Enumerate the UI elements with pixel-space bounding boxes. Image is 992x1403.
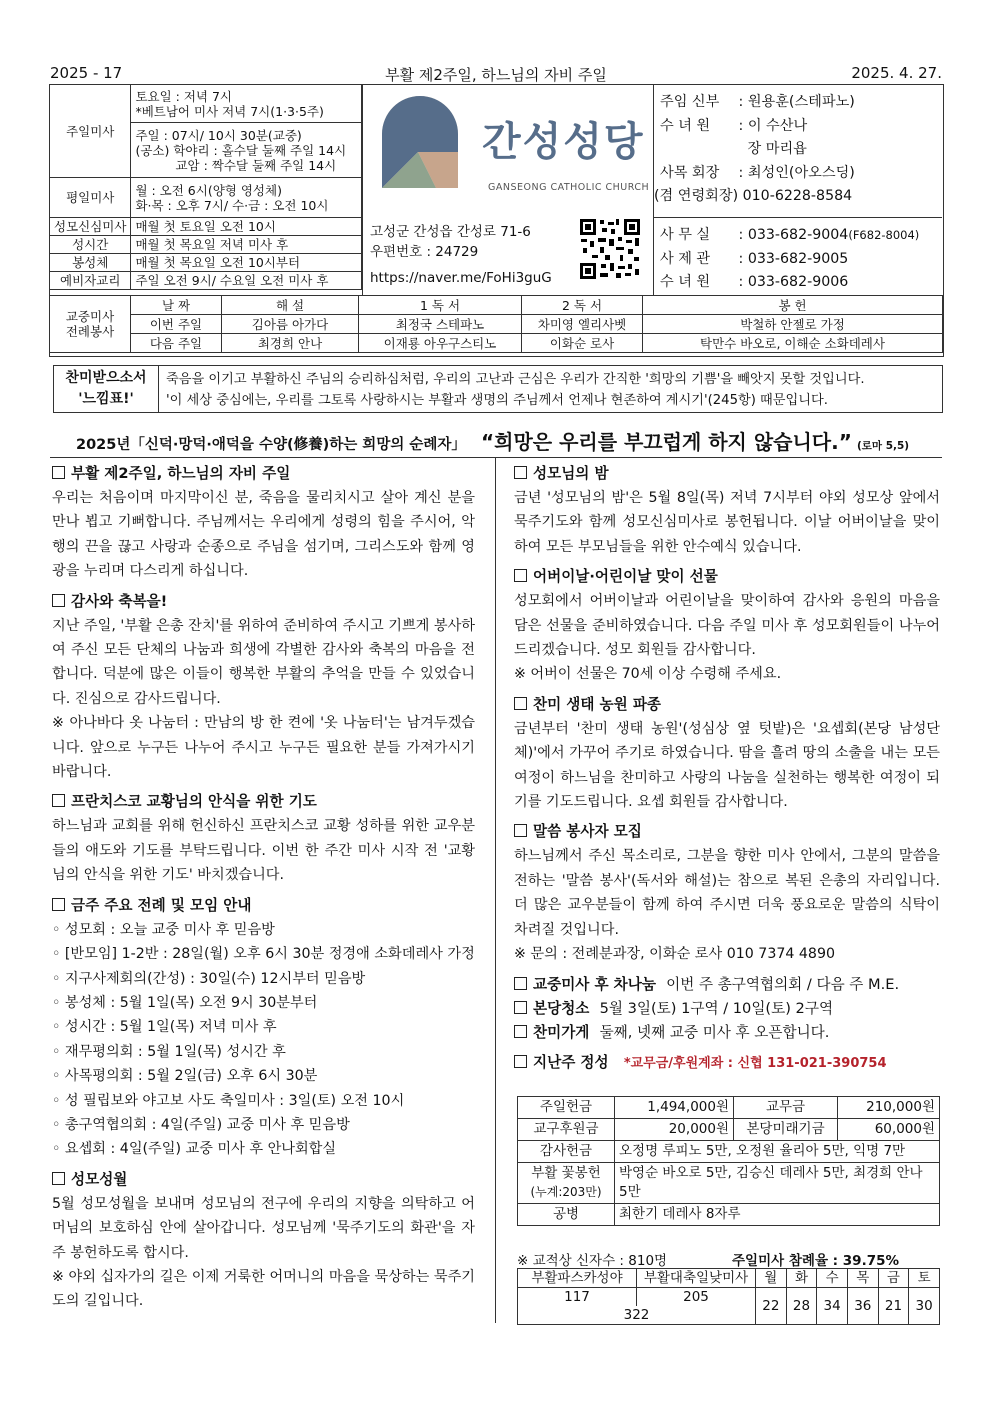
checkbox-icon bbox=[514, 697, 527, 710]
offering-value: 최한기 데레사 8자루 bbox=[615, 1204, 940, 1226]
offering-value: 1,494,000원 bbox=[615, 1097, 734, 1119]
left-column bbox=[52, 462, 475, 1314]
schedule-row-label: 성모신심미사 bbox=[50, 218, 131, 236]
table-cell: 최정국 스테파노 bbox=[359, 315, 522, 334]
church-logo-mark bbox=[378, 92, 462, 188]
jubilee-ref: (로마 5,5) bbox=[856, 440, 910, 452]
offering-label: 교무금 bbox=[734, 1097, 838, 1119]
checkbox-icon bbox=[52, 794, 65, 807]
schedule-row-label: 성시간 bbox=[50, 236, 131, 254]
checkbox-icon bbox=[514, 1055, 527, 1068]
day-header: 수 bbox=[817, 1269, 848, 1288]
table-cell: 김아름 아가다 bbox=[222, 315, 359, 334]
day-count: 30 bbox=[909, 1288, 940, 1325]
attendance-rate: 주일미사 참례율 : 39.75% bbox=[732, 1253, 900, 1269]
praise-label: 찬미받으소서 bbox=[65, 370, 147, 386]
section-inline-text: 5월 3일(토) 1구역 / 10일(토) 2구역 bbox=[599, 999, 834, 1017]
issue-date: 2025. 4. 27. bbox=[851, 64, 942, 82]
praise-text: 죽음을 이기고 부활하신 주님의 승리하심처럼, 우리의 고난과 근심은 우리가 간직한 '희망의 기쁨'을 빼앗지 못할 것입니다. bbox=[166, 372, 865, 387]
checkbox-icon bbox=[52, 1172, 65, 1185]
sunday-mass-label: 주일미사 bbox=[50, 85, 131, 178]
theme-banner bbox=[50, 426, 942, 454]
checkbox-icon bbox=[514, 569, 527, 582]
column-header: 1 독 서 bbox=[359, 296, 522, 315]
staff-name: 원용훈(스테파노) bbox=[747, 94, 855, 110]
schedule-row-value: 매월 첫 토요일 오전 10시 bbox=[131, 218, 362, 236]
section-body: 5월 성모성월을 보내며 성모님의 전구에 우리의 지향을 의탁하고 어머님의 보호하심 안에 살아갑니다. 성모님께 '묵주기도의 화관'을 자주 봉헌하도록 합시다. bbox=[52, 1195, 475, 1261]
table-cell: 차미영 엘리사벳 bbox=[522, 315, 643, 334]
section-title: 찬미 생태 농원 파종 bbox=[533, 695, 662, 713]
weekday-monday: 월 : 오전 6시(양형 영성체) bbox=[135, 182, 282, 198]
checkbox-icon bbox=[514, 977, 527, 990]
schedule-row-value: 매월 첫 목요일 오전 10시부터 bbox=[131, 254, 362, 272]
staff-role: (겸 연령회장) bbox=[654, 188, 739, 204]
believers-count: ※ 교적상 신자수 : 810명 bbox=[517, 1253, 668, 1269]
day-header: 토 bbox=[909, 1269, 940, 1288]
section-note: ※ 문의 : 전례분과장, 이화순 로사 010 7374 4890 bbox=[514, 946, 836, 963]
day-count: 36 bbox=[847, 1288, 878, 1325]
column-header: 2 독 서 bbox=[522, 296, 643, 315]
saturday-mass: 토요일 : 저녁 7시 bbox=[135, 88, 232, 104]
schedule-row-value: 주일 오전 9시/ 수요일 오전 미사 후 bbox=[131, 272, 362, 290]
day-header: 금 bbox=[878, 1269, 909, 1288]
postal-code: 우편번호 : 24729 bbox=[370, 244, 479, 260]
church-logo-subtitle: GANSEONG CATHOLIC CHURCH bbox=[488, 182, 650, 193]
section-body: 금년부터 '찬미 생태 농원'(성심상 옆 텃밭)은 '요셉회(본당 남성단체)'에서 가꾸어 주기로 하였습니다. 땀을 흘려 땅의 소출을 내는 모든 여정이 하느님을 찬미하고 사랑의 나눔을 실천하는 행복한 여정이 되기를 기도드립니다. 요셉 회원들 감사합니다. bbox=[514, 720, 940, 811]
table-cell: 이번 주일 bbox=[131, 315, 222, 334]
offering-value: 60,000원 bbox=[838, 1119, 940, 1141]
attendance-header: 부활파스카성야 bbox=[518, 1269, 637, 1288]
section-body: 금년 '성모님의 밤'은 5월 8일(목) 저녁 7시부터 야외 성모상 앞에서 묵주기도와 함께 성모신심미사로 봉헌됩니다. 이날 어버이날을 맞이하여 모든 부모님들을 위한 안수예식 있습니다. bbox=[514, 490, 940, 555]
checkbox-icon bbox=[514, 1025, 527, 1038]
attendance-table bbox=[517, 1268, 940, 1325]
table-cell: 이화순 로사 bbox=[522, 334, 643, 353]
vietnamese-mass: *베트남어 미사 저녁 7시(1·3·5주) bbox=[135, 103, 324, 119]
mission-gyoam: 교암 : 짝수달 둘째 주일 14시 bbox=[175, 157, 337, 173]
column-header: 봉 헌 bbox=[643, 296, 943, 315]
list-item: ◦ 성모회 : 오늘 교중 미사 후 믿음방 bbox=[52, 921, 275, 938]
divider bbox=[653, 217, 942, 218]
staff-list: 주임 신부 : 원용훈(스테파노) 수 녀 원 : 이 수산나 장 마리욥 사목 회장 : 최성인(아오스딩) (겸 연령회장) 010-6228-8584 bbox=[660, 91, 855, 209]
list-item: ◦ 재무평의회 : 5월 1일(목) 성시간 후 bbox=[52, 1043, 286, 1060]
church-url[interactable]: https://naver.me/FoHi3guG bbox=[370, 270, 552, 286]
offering-value: 20,000원 bbox=[615, 1119, 734, 1141]
attendance-value: 117 bbox=[518, 1288, 637, 1307]
offering-label: 주일헌금 bbox=[518, 1097, 615, 1119]
fax-number: (F682-8004) bbox=[848, 228, 920, 242]
address-line: 고성군 간성읍 간성로 71-6 bbox=[370, 224, 531, 240]
jubilee-quote: “희망은 우리를 부끄럽게 하지 않습니다.” bbox=[481, 430, 852, 454]
address-block bbox=[370, 222, 552, 288]
list-item: ◦ 지구사제회의(간성) : 30일(수) 12시부터 믿음방 bbox=[52, 970, 366, 987]
section-body: 성모회에서 어버이날과 어린이날을 맞이하여 감사와 응원의 마음을 담은 선물을 준비하였습니다. 다음 주일 미사 후 성모회원들이 나누어 드리겠습니다. 성모 회원들 감사합니다. bbox=[514, 593, 940, 659]
table-cell: 탁만수 바오로, 이해순 소화데레사 bbox=[643, 334, 943, 353]
divider bbox=[50, 457, 942, 458]
section-body: 지난 주일, '부활 은총 잔치'를 위하여 준비하여 주시고 기쁘게 봉사하여 주신 모든 단체의 나눔과 희생에 각별한 감사와 축복의 마음을 전합니다. 덕분에 많은 이들이 행복한 부활의 추억을 만들 수 있었습니다. 진심으로 감사드립니다. bbox=[52, 617, 475, 707]
checkbox-icon bbox=[514, 824, 527, 837]
right-column bbox=[514, 462, 940, 1076]
schedule-row-value: 매월 첫 목요일 저녁 미사 후 bbox=[131, 236, 362, 254]
list-item: ◦ [반모임] 1-2반 : 28일(월) 오후 6시 30분 정경애 소화데레사 가정 bbox=[52, 946, 475, 963]
offering-value: 오정명 루피노 5만, 오정원 율리아 5만, 익명 7만 bbox=[615, 1141, 940, 1163]
checkbox-icon bbox=[514, 466, 527, 479]
sunday-mass-times: 주일 : 07시/ 10시 30분(교중) bbox=[135, 127, 302, 143]
page-title: 부활 제2주일, 하느님의 자비 주일 bbox=[385, 66, 607, 84]
column-divider bbox=[495, 457, 496, 1323]
staff-role: 주임 신부 bbox=[660, 94, 720, 110]
phone-list: 사 무 실 : 033-682-9004(F682-8004) 사 제 관 : 033-682-9005 수 녀 원 : 033-682-9006 bbox=[660, 224, 919, 295]
section-title: 본당청소 bbox=[533, 999, 590, 1017]
staff-role: 사목 회장 bbox=[660, 164, 720, 181]
section-body: 우리는 처음이며 마지막이신 분, 죽음을 물리치시고 살아 계신 분을 만나 뵙고 기뻐합니다. 주님께서는 우리에게 성령의 힘을 주시어, 악행의 끈을 끊고 사랑과 순종으로 주님을 섬기며, 그리스도와 함께 영광을 누리며 다스리게 하십니다. bbox=[52, 490, 475, 580]
phone-number: 033-682-9006 bbox=[747, 274, 849, 290]
day-header: 목 bbox=[847, 1269, 878, 1288]
liturgy-table bbox=[49, 295, 943, 353]
table-cell: 다음 주일 bbox=[131, 334, 222, 353]
mission-hakya: (공소) 학야리 : 홀수달 둘째 주일 14시 bbox=[135, 142, 347, 158]
offerings-table bbox=[517, 1096, 940, 1226]
praise-box bbox=[53, 365, 943, 413]
day-header: 월 bbox=[756, 1269, 787, 1288]
section-body: 하느님과 교회를 위해 헌신하신 프란치스코 교황 성하를 위한 교우분들의 애도와 기도를 부탁드립니다. 이번 한 주간 미사 시작 전 '교황님의 안식을 위한 기도' 바치겠습니다. bbox=[52, 818, 475, 884]
offering-value: 210,000원 bbox=[838, 1097, 940, 1119]
jubilee-theme: 2025년「신덕·망덕·애덕을 수양(修養)하는 희망의 순례자」 bbox=[76, 437, 466, 453]
list-item: ◦ 사목평의회 : 5월 2일(금) 오후 6시 30분 bbox=[52, 1068, 318, 1085]
issue-number: 2025 - 17 bbox=[50, 64, 123, 82]
weekday-mass-label: 평일미사 bbox=[50, 178, 131, 218]
church-logo-name: 간성성당 bbox=[482, 119, 645, 165]
checkbox-icon bbox=[52, 466, 65, 479]
list-item: ◦ 성 필립보와 야고보 사도 축일미사 : 3일(토) 오전 10시 bbox=[52, 1092, 405, 1109]
account-info: *교무금/후원계좌 : 신협 131-021-390754 bbox=[623, 1055, 887, 1071]
section-title: 지난주 정성 bbox=[533, 1053, 609, 1071]
section-title: 감사와 축복을! bbox=[71, 592, 168, 610]
table-cell: 최경희 안나 bbox=[222, 334, 359, 353]
column-header: 해 설 bbox=[222, 296, 359, 315]
praise-label: '느낌표!' bbox=[78, 391, 134, 407]
section-inline-text: 둘째, 넷째 교중 미사 후 오픈합니다. bbox=[599, 1023, 830, 1041]
divider bbox=[362, 84, 363, 296]
section-title: 성모성월 bbox=[71, 1170, 128, 1188]
section-title: 금주 주요 전례 및 모임 안내 bbox=[71, 896, 252, 914]
table-cell: 이재룡 아우구스티노 bbox=[359, 334, 522, 353]
staff-role: 수 녀 원 bbox=[660, 117, 711, 134]
offering-value: 박영순 바오로 5만, 김승신 데레사 5만, 최경희 안나 5만 bbox=[615, 1163, 940, 1204]
section-title: 부활 제2주일, 하느님의 자비 주일 bbox=[71, 465, 291, 482]
liturgy-label: 교중미사 bbox=[65, 309, 115, 324]
mass-schedule bbox=[49, 84, 362, 290]
checkbox-icon bbox=[52, 898, 65, 911]
list-item: ◦ 총구역협의회 : 4일(주일) 교중 미사 후 믿음방 bbox=[52, 1116, 350, 1133]
offering-label: 감사헌금 bbox=[518, 1141, 615, 1163]
day-count: 21 bbox=[878, 1288, 909, 1325]
phone-number: 033-682-9005 bbox=[747, 250, 849, 267]
section-title: 찬미가게 bbox=[533, 1023, 590, 1041]
section-note: ※ 어버이 선물은 70세 이상 수령해 주세요. bbox=[514, 666, 782, 683]
day-count: 22 bbox=[756, 1288, 787, 1325]
offering-label: (누계:203만) bbox=[530, 1185, 602, 1199]
section-title: 어버이날·어린이날 맞이 선물 bbox=[533, 568, 718, 586]
checkbox-icon bbox=[52, 594, 65, 607]
weekday-others: 화·목 : 오후 7시/ 수·금 : 오전 10시 bbox=[135, 197, 329, 213]
schedule-row-label: 봉성체 bbox=[50, 254, 131, 272]
phone-role: 사 무 실 bbox=[660, 227, 711, 243]
offering-label: 본당미래기금 bbox=[734, 1119, 838, 1141]
section-body: 하느님께서 주신 목소리로, 그분을 향한 미사 안에서, 그분의 말씀을 전하는 '말씀 봉사'(독서와 해설)는 참으로 복된 은총의 자리입니다. 더 많은 교우분들이 함께 하여 주시면 더욱 풍요로운 말씀의 식탁이 차려질 것입니다. bbox=[514, 848, 940, 938]
day-count: 34 bbox=[817, 1288, 848, 1325]
staff-name: 장 마리욥 bbox=[747, 141, 807, 157]
checkbox-icon bbox=[514, 1001, 527, 1014]
qr-code[interactable] bbox=[578, 217, 642, 281]
praise-text: '이 세상 중심에는, 우리를 그토록 사랑하시는 부활과 생명의 주님께서 언제나 현존하여 계시기'(245항) 때문입니다. bbox=[166, 393, 828, 408]
phone-number: 033-682-9004 bbox=[747, 227, 849, 243]
offering-label: 부활 꽃봉헌 bbox=[531, 1165, 601, 1181]
liturgy-label: 전례봉사 bbox=[65, 324, 115, 339]
offering-label: 교구후원금 bbox=[518, 1119, 615, 1141]
section-note: ※ 아나바다 옷 나눔터 : 만남의 방 한 켠에 '옷 나눔터'는 남겨두겠습니다. 앞으로 누구든 나누어 주시고 누구든 필요한 분들 가져가시기 바랍니다. bbox=[52, 715, 475, 781]
list-item: ◦ 봉성체 : 5월 1일(목) 오전 9시 30분부터 bbox=[52, 994, 318, 1011]
staff-name: 이 수산나 bbox=[747, 117, 808, 134]
attendance-value: 205 bbox=[637, 1288, 756, 1307]
offering-label: 공병 bbox=[518, 1204, 615, 1226]
list-item: ◦ 요셉회 : 4일(주일) 교중 미사 후 안나회합실 bbox=[52, 1141, 337, 1158]
column-header: 날 짜 bbox=[131, 296, 222, 315]
staff-name: 최성인(아오스딩) bbox=[747, 164, 855, 181]
table-cell: 박철하 안젤로 가정 bbox=[643, 315, 943, 334]
phone-role: 수 녀 원 bbox=[660, 274, 711, 290]
attendance-total: 322 bbox=[518, 1306, 756, 1325]
list-item: ◦ 성시간 : 5월 1일(목) 저녁 미사 후 bbox=[52, 1019, 277, 1036]
attendance-header: 부활대축일낮미사 bbox=[637, 1269, 756, 1288]
section-title: 프란치스코 교황님의 안식을 위한 기도 bbox=[71, 793, 317, 811]
section-title: 성모님의 밤 bbox=[533, 465, 609, 482]
day-count: 28 bbox=[786, 1288, 817, 1325]
section-title: 말씀 봉사자 모집 bbox=[533, 823, 642, 841]
section-inline-text: 이번 주 총구역협의회 / 다음 주 M.E. bbox=[666, 975, 900, 993]
phone-role: 사 제 관 bbox=[660, 250, 711, 267]
section-title: 교중미사 후 차나눔 bbox=[533, 975, 656, 993]
section-note: ※ 야외 십자가의 길은 이제 거룩한 어머니의 마음을 묵상하는 묵주기도의 길입니다. bbox=[52, 1268, 475, 1310]
staff-phone: 010-6228-8584 bbox=[742, 188, 853, 204]
day-header: 화 bbox=[786, 1269, 817, 1288]
schedule-row-label: 예비자교리 bbox=[50, 272, 131, 290]
